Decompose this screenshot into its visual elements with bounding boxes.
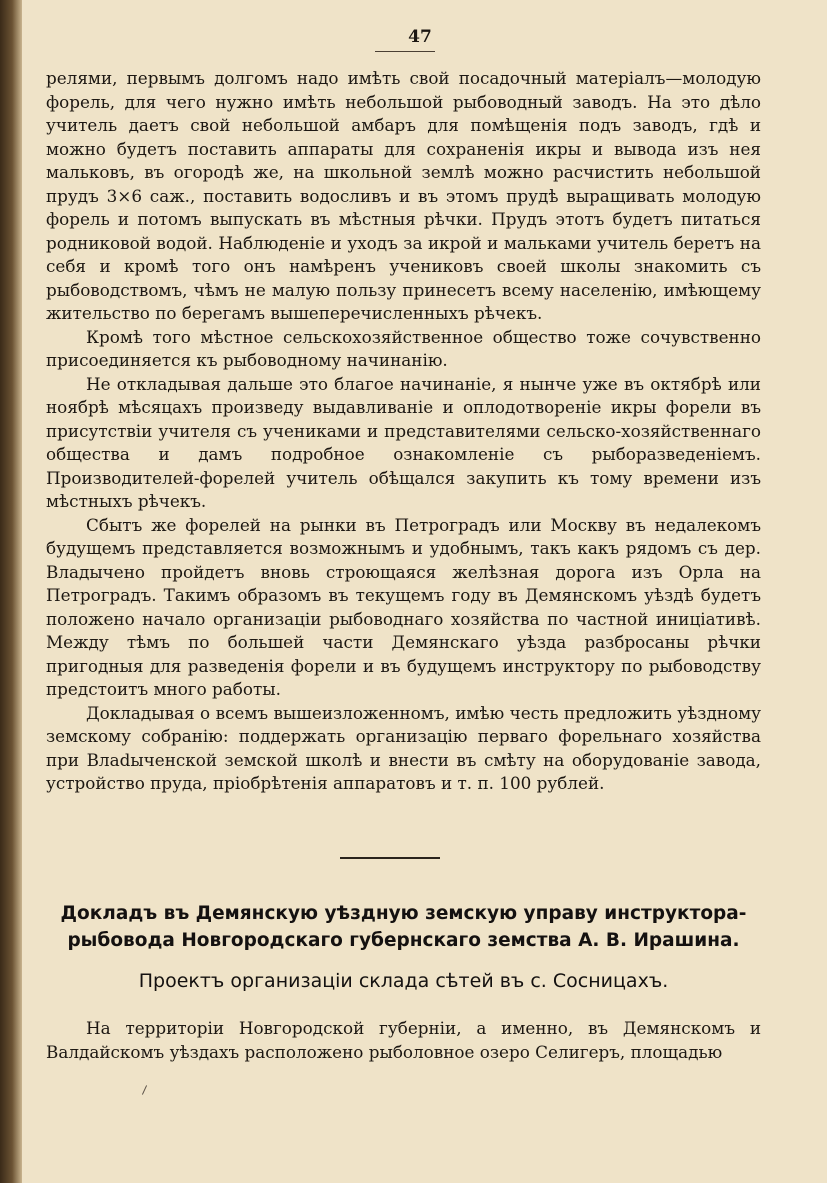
page-number-underline <box>375 51 435 52</box>
paragraph-spawning: Не откладывая дальше это благое начинаніе, я нынче уже въ октябрѣ или ноябрѣ мѣсяцахъ произведу выдавливаніе и оплодотвореніе икры форели въ присутствіи учителя съ учениками и представителями сельско-хозяйственнаго общества и дамъ подробное ознакомленіе съ рыборазведеніемъ. Производителей-форелей учитель обѣщался закупить къ тому времени изъ мѣстныхъ рѣчекъ. <box>46 373 761 511</box>
report-body <box>46 67 761 796</box>
project-subheading: Проектъ организаціи склада сѣтей въ с. Сосницахъ. <box>138 970 669 992</box>
paragraph-market: Сбытъ же форелей на рынки въ Петроградъ или Москву въ недалекомъ будущемъ представляется возможнымъ и удобнымъ, такъ какъ рядомъ съ дер. Владычено пройдетъ вновь строющаяся желѣзная дорога изъ Орла на Петроградъ. Такимъ образомъ въ текущемъ году въ Демянскомъ уѣздѣ будетъ положено начало организаціи рыбоводнаго хозяйства по частной иниціативѣ. Между тѣмъ по большей части Демянскаго уѣзда разбросаны рѣчки пригодныя для разведенія форели и въ будущемъ инструктору по рыбоводству предстоитъ много работы. <box>46 514 761 699</box>
book-spine-shadow <box>0 0 22 1183</box>
paragraph-proposal: Докладывая о всемъ вышеизложенномъ, имѣю честь предложить уѣздному земскому собранію: поддержать организацію перваго форельнаго хозяйства при Влаdыченской земской школѣ и внести въ смѣту на оборудованіе завода, устройство пруда, пріобрѣтенія аппаратовъ и т. п. 100 рублей. <box>46 702 761 793</box>
paragraph-continued: релями, первымъ долгомъ надо имѣть свой посадочный матеріалъ—молодую форель, для чего нужно имѣть небольшой рыбоводный заводъ. На это дѣло учитель даетъ свой небольшой амбаръ для помѣщенія подъ заводъ, гдѣ и можно будетъ поставить аппараты для сохраненія икры и вывода изъ нея мальковъ, въ огородѣ же, на школьной землѣ можно расчистить небольшой прудъ 3×6 саж., поставить водосливъ и въ этомъ прудѣ выращивать молодую форель и потомъ выпускать въ мѣстныя рѣчки. Прудъ этотъ будетъ питаться родниковой водой. Наблюденіе и уходъ за икрой и мальками учитель беретъ на себя и кромѣ того онъ намѣренъ учениковъ своей школы знакомить съ рыбоводствомъ, чѣмъ не малую пользу принесетъ всему населенію, имѣющему жительство по берегамъ вышеперечисленныхъ рѣчекъ. <box>46 68 761 323</box>
next-report-body <box>46 1016 761 1064</box>
stray-ink-mark <box>142 1085 147 1094</box>
paragraph-seliger: На территоріи Новгородской губерніи, а именно, въ Демянскомъ и Валдайскомъ уѣздахъ расположено рыболовное озеро Селигеръ, площадью <box>46 1018 761 1062</box>
document-page <box>40 0 800 1183</box>
section-divider <box>340 857 440 859</box>
report-heading: Докладъ въ Демянскую уѣздную земскую управу инструктора-рыбовода Новгородскаго губернскаго земства А. В. Ирашина. <box>60 903 747 951</box>
page-number: 47 <box>408 27 432 47</box>
paragraph-society: Кромѣ того мѣстное сельскохозяйственное общество тоже сочувственно присоединяется къ рыбоводному начинанію. <box>46 326 761 370</box>
